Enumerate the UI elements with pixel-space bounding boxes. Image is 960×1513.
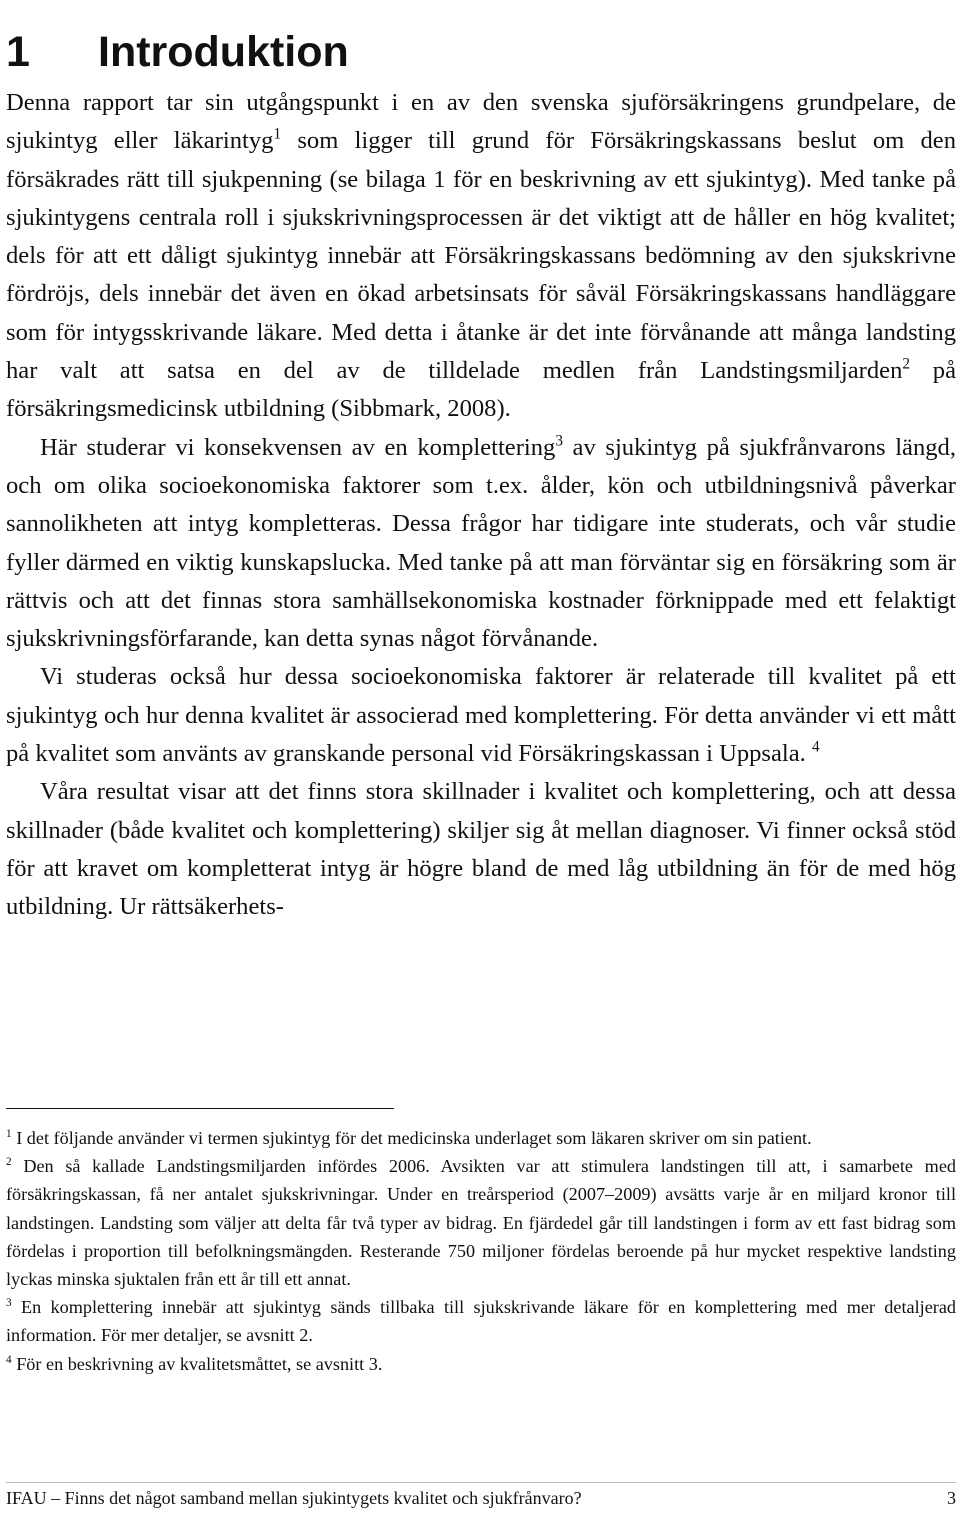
section-number: 1: [6, 27, 30, 76]
footnote-number: 3: [6, 1297, 12, 1310]
footnote-text: I det följande använder vi termen sjukintyg för det medicinska underlaget som läkaren skriver om sin patient.: [16, 1128, 812, 1148]
footnote-text: För en beskrivning av kvalitetsmåttet, se avsnitt 3.: [16, 1353, 383, 1374]
footnote-ref-2[interactable]: 2: [902, 355, 911, 373]
page-footer: [6, 1486, 956, 1510]
footnote-text: En komplettering innebär att sjukintyg sänds tillbaka till sjukskrivande läkare för en komplettering med mer detaljerad information. För mer detaljer, se avsnitt 2.: [6, 1297, 956, 1346]
paragraph-text: Vi studeras också hur dessa socioekonomiska faktorer är relaterade till kvalitet på ett sjukintyg och hur denna kvalitet är associerad med komplettering. För detta använder vi ett mått på kvalitet som använts av granskande personal vid Försäkringskassan i Uppsala.: [6, 663, 956, 768]
footnote-4: [6, 1350, 956, 1378]
paragraph-text: Denna rapport tar sin utgångspunkt i en av den svenska sjuförsäkringens grundpelare, de sjukintyg eller läkarintyg: [6, 89, 956, 155]
body-text: [6, 84, 956, 927]
paragraph-4: [6, 773, 956, 926]
footnote-separator: [6, 1108, 394, 1109]
paragraph-2: [6, 429, 956, 659]
running-title: IFAU – Finns det något samband mellan sjukintygets kvalitet och sjukfrånvaro?: [6, 1488, 582, 1508]
footnote-number: 1: [6, 1128, 12, 1141]
paragraph-text: Här studerar vi konsekvensen av en komplettering: [40, 433, 556, 461]
footnote-ref-3[interactable]: 3: [555, 432, 563, 450]
footnote-text: Den så kallade Landstingsmiljarden infördes 2006. Avsikten var att stimulera landstingen till att, i samarbete med försäkringskassan, få ner antalet sjukskrivningar. Under en treårsperiod (2007–2009) avsätts varje år en miljard kronor till landstingen. Landsting som väljer att delta får två typer av bidrag. En fjärdedel går till landstingen i form av ett fast bidrag som fördelas i proportion till befolkningsmängden. Resterande 750 miljoner fördelas beroende på hur mycket respektive landsting lyckas minska sjuktalen från ett år till ett annat.: [6, 1156, 956, 1290]
footnote-1: [6, 1124, 956, 1152]
footer-separator: [6, 1482, 956, 1483]
footnote-3: [6, 1293, 956, 1349]
section-heading: [6, 25, 349, 79]
footnote-number: 2: [6, 1156, 12, 1169]
footnote-ref-4[interactable]: 4: [811, 738, 820, 756]
paragraph-3: [6, 658, 956, 773]
paragraph-1: [6, 84, 956, 429]
footnote-2: [6, 1152, 956, 1293]
paragraph-text: på försäkringsmedicinsk utbildning (Sibbmark, 2008).: [6, 357, 956, 423]
footnote-number: 4: [6, 1353, 12, 1366]
paragraph-text: av sjukintyg på sjukfrånvarons längd, och om olika socioekonomiska faktorer som t.ex. ålder, kön och utbildningsnivå påverkar sannolikheten att intyg kompletteras. Dessa frågor har tidigare inte studerats, och vår studie fyller därmed en viktig kunskapslucka. Med tanke på att man förväntar sig en försäkring som är rättvis och att det finnas stora samhällsekonomiska kostnader förknippade med ett felaktigt sjukskrivningsförfarande, kan detta synas något förvånande.: [6, 433, 956, 653]
paragraph-text: som ligger till grund för Försäkringskassans beslut om den försäkrades rätt till sjukpenning (se bilaga 1 för en beskrivning av ett sjukintyg). Med tanke på sjukintygens centrala roll i sjukskrivningsprocessen är det viktigt att de håller en hög kvalitet; dels för att ett dåligt sjukintyg innebär att Försäkringskassans bedömning av den sjukskrivne fördröjs, dels innebär det även en ökad arbetsinsats för såväl Försäkringskassans handläggare som för intygsskrivande läkare. Med detta i åtanke är det inte förvånande att många landsting har valt att satsa en del av de tilldelade medlen från Landstingsmiljarden: [6, 127, 957, 385]
footnote-ref-1[interactable]: 1: [273, 125, 282, 143]
footnotes: [6, 1124, 956, 1378]
page-number: 3: [947, 1488, 956, 1508]
paragraph-text: Våra resultat visar att det finns stora skillnader i kvalitet och komplettering, och att dessa skillnader (både kvalitet och komplettering) skiljer sig åt mellan diagnoser. Vi finner också stöd för att kravet om kompletterat intyg är högre bland de med låg utbildning än för de med hög utbildning. Ur rättsäkerhets-: [6, 778, 956, 921]
section-title: Introduktion: [98, 27, 349, 76]
